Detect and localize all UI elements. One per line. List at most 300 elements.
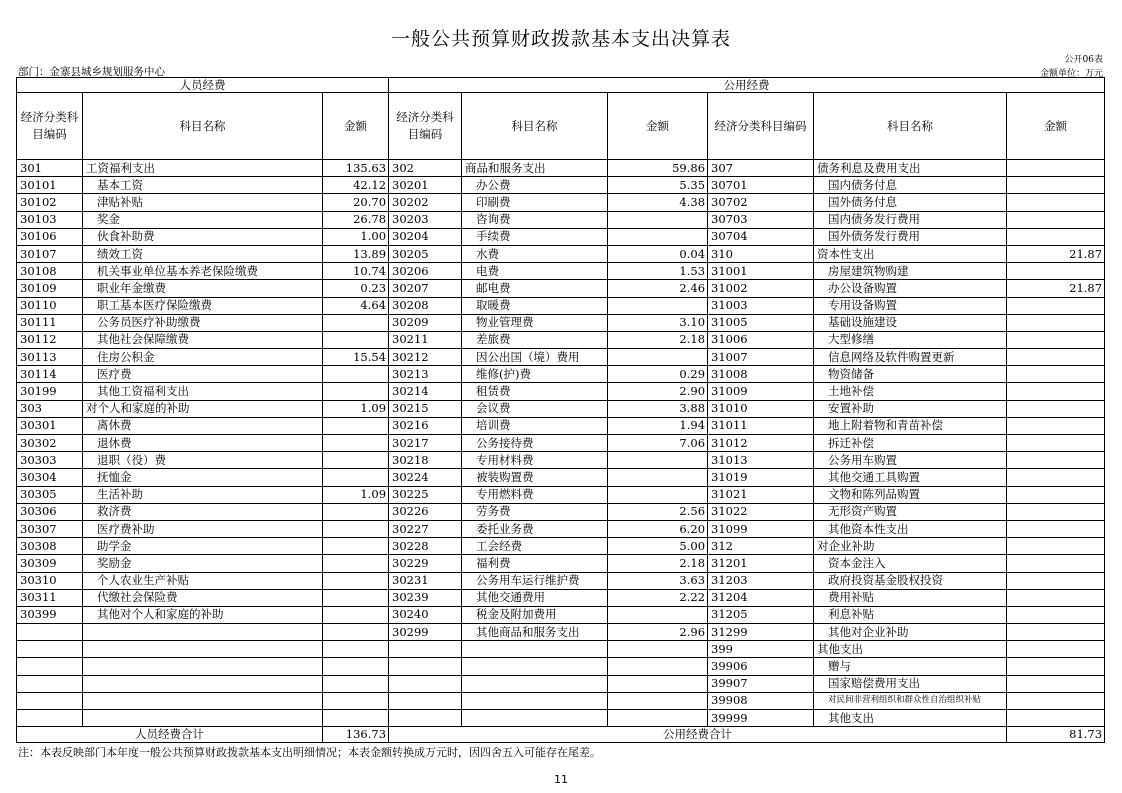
cell-name: 房屋建筑物购建 bbox=[814, 263, 1007, 280]
cell-name: 公务接待费 bbox=[462, 435, 608, 452]
table-row bbox=[17, 452, 1105, 469]
cell-name: 文物和陈列品购置 bbox=[814, 486, 1007, 503]
cell-name: 国内债务发行费用 bbox=[814, 211, 1007, 228]
cell-amount: 2.56 bbox=[608, 503, 708, 520]
cell-code: 302 bbox=[389, 160, 462, 177]
cell-name: 工资福利支出 bbox=[83, 160, 323, 177]
cell-code: 30302 bbox=[17, 435, 83, 452]
cell-amount bbox=[1007, 469, 1105, 486]
cell-amount bbox=[1007, 349, 1105, 366]
cell-name bbox=[83, 624, 323, 641]
cell-name: 职工基本医疗保险缴费 bbox=[83, 297, 323, 314]
cell-amount: 2.46 bbox=[608, 280, 708, 297]
cell-amount: 3.88 bbox=[608, 400, 708, 417]
cell-code: 39907 bbox=[708, 675, 814, 692]
table-row bbox=[17, 710, 1105, 727]
cell-name: 绩效工资 bbox=[83, 245, 323, 262]
cell-name: 拆迁补偿 bbox=[814, 435, 1007, 452]
cell-name: 离休费 bbox=[83, 417, 323, 434]
cell-name: 国家赔偿费用支出 bbox=[814, 675, 1007, 692]
cell-amount: 26.78 bbox=[323, 211, 389, 228]
cell-code: 31013 bbox=[708, 452, 814, 469]
section-public: 公用经费 bbox=[389, 78, 1105, 93]
cell-amount bbox=[1007, 692, 1105, 709]
cell-code bbox=[389, 675, 462, 692]
cell-code: 30309 bbox=[17, 555, 83, 572]
cell-code: 30106 bbox=[17, 228, 83, 245]
cell-name: 债务利息及费用支出 bbox=[814, 160, 1007, 177]
cell-name bbox=[83, 641, 323, 658]
cell-code: 30239 bbox=[389, 589, 462, 606]
cell-amount bbox=[1007, 177, 1105, 194]
cell-code: 30202 bbox=[389, 194, 462, 211]
cell-name: 工会经费 bbox=[462, 538, 608, 555]
table-row bbox=[17, 314, 1105, 331]
cell-code: 30304 bbox=[17, 469, 83, 486]
cell-name: 国内债务付息 bbox=[814, 177, 1007, 194]
cell-name: 电费 bbox=[462, 263, 608, 280]
cell-amount bbox=[608, 297, 708, 314]
cell-amount: 1.09 bbox=[323, 486, 389, 503]
cell-code: 310 bbox=[708, 245, 814, 262]
cell-name: 商品和服务支出 bbox=[462, 160, 608, 177]
cell-code: 30208 bbox=[389, 297, 462, 314]
section-header-row bbox=[17, 78, 1105, 93]
table-row bbox=[17, 641, 1105, 658]
header-code: 经济分类科目编码 bbox=[17, 93, 83, 160]
cell-amount bbox=[1007, 641, 1105, 658]
cell-amount: 1.00 bbox=[323, 228, 389, 245]
cell-amount: 2.22 bbox=[608, 589, 708, 606]
cell-name: 抚恤金 bbox=[83, 469, 323, 486]
cell-name: 医疗费补助 bbox=[83, 520, 323, 537]
cell-amount bbox=[1007, 710, 1105, 727]
cell-amount bbox=[323, 692, 389, 709]
cell-amount bbox=[1007, 314, 1105, 331]
public-total-amount: 81.73 bbox=[1007, 727, 1105, 743]
cell-name: 政府投资基金股权投资 bbox=[814, 572, 1007, 589]
cell-amount bbox=[608, 452, 708, 469]
cell-amount: 4.38 bbox=[608, 194, 708, 211]
cell-code: 30704 bbox=[708, 228, 814, 245]
cell-amount: 10.74 bbox=[323, 263, 389, 280]
cell-code bbox=[389, 692, 462, 709]
header-name: 科目名称 bbox=[814, 93, 1007, 160]
cell-name: 伙食补助费 bbox=[83, 228, 323, 245]
cell-name: 因公出国（境）费用 bbox=[462, 349, 608, 366]
cell-amount: 0.29 bbox=[608, 366, 708, 383]
cell-amount bbox=[1007, 503, 1105, 520]
cell-amount bbox=[1007, 400, 1105, 417]
cell-name: 资本金注入 bbox=[814, 555, 1007, 572]
cell-name: 专用燃料费 bbox=[462, 486, 608, 503]
table-row bbox=[17, 520, 1105, 537]
cell-amount: 2.90 bbox=[608, 383, 708, 400]
cell-amount: 3.10 bbox=[608, 314, 708, 331]
cell-code: 31022 bbox=[708, 503, 814, 520]
cell-code bbox=[17, 624, 83, 641]
cell-name: 其他资本性支出 bbox=[814, 520, 1007, 537]
table-row bbox=[17, 297, 1105, 314]
cell-name: 其他交通工具购置 bbox=[814, 469, 1007, 486]
page-number: 11 bbox=[554, 773, 568, 786]
cell-amount bbox=[323, 314, 389, 331]
cell-code: 30217 bbox=[389, 435, 462, 452]
cell-code: 30228 bbox=[389, 538, 462, 555]
cell-name: 基本工资 bbox=[83, 177, 323, 194]
cell-code: 30229 bbox=[389, 555, 462, 572]
cell-name: 其他对企业补助 bbox=[814, 624, 1007, 641]
cell-code bbox=[17, 641, 83, 658]
table-row bbox=[17, 194, 1105, 211]
cell-amount bbox=[323, 589, 389, 606]
cell-amount bbox=[1007, 263, 1105, 280]
cell-code: 30213 bbox=[389, 366, 462, 383]
cell-amount bbox=[608, 606, 708, 623]
cell-name: 其他社会保障缴费 bbox=[83, 331, 323, 348]
header-amount: 金额 bbox=[323, 93, 389, 160]
cell-name: 奖金 bbox=[83, 211, 323, 228]
cell-name: 其他交通费用 bbox=[462, 589, 608, 606]
cell-amount bbox=[608, 228, 708, 245]
cell-code: 31006 bbox=[708, 331, 814, 348]
cell-code: 30216 bbox=[389, 417, 462, 434]
cell-name: 公务用车购置 bbox=[814, 452, 1007, 469]
cell-code: 307 bbox=[708, 160, 814, 177]
cell-code bbox=[389, 710, 462, 727]
cell-code: 31203 bbox=[708, 572, 814, 589]
cell-code: 39906 bbox=[708, 658, 814, 675]
personnel-total-amount: 136.73 bbox=[323, 727, 389, 743]
department-label: 部门：金寨县城乡规划服务中心 bbox=[18, 66, 165, 78]
cell-amount bbox=[1007, 331, 1105, 348]
cell-code: 30305 bbox=[17, 486, 83, 503]
table-row bbox=[17, 211, 1105, 228]
cell-amount bbox=[1007, 486, 1105, 503]
cell-code: 30702 bbox=[708, 194, 814, 211]
personnel-total-label: 人员经费合计 bbox=[17, 727, 323, 743]
cell-name: 医疗费 bbox=[83, 366, 323, 383]
cell-name: 大型修缮 bbox=[814, 331, 1007, 348]
cell-code: 30211 bbox=[389, 331, 462, 348]
cell-name: 个人农业生产补贴 bbox=[83, 572, 323, 589]
cell-amount: 6.20 bbox=[608, 520, 708, 537]
table-row bbox=[17, 228, 1105, 245]
cell-code: 30108 bbox=[17, 263, 83, 280]
cell-name: 土地补偿 bbox=[814, 383, 1007, 400]
cell-name: 奖励金 bbox=[83, 555, 323, 572]
header-amount: 金额 bbox=[608, 93, 708, 160]
cell-code: 31012 bbox=[708, 435, 814, 452]
cell-name: 其他工资福利支出 bbox=[83, 383, 323, 400]
cell-amount bbox=[1007, 555, 1105, 572]
cell-amount bbox=[323, 469, 389, 486]
cell-amount bbox=[323, 452, 389, 469]
cell-code: 30225 bbox=[389, 486, 462, 503]
cell-amount bbox=[1007, 606, 1105, 623]
cell-code: 30102 bbox=[17, 194, 83, 211]
cell-name: 国外债务付息 bbox=[814, 194, 1007, 211]
cell-code bbox=[17, 710, 83, 727]
cell-code: 30109 bbox=[17, 280, 83, 297]
cell-code: 30204 bbox=[389, 228, 462, 245]
cell-amount: 21.87 bbox=[1007, 245, 1105, 262]
cell-amount bbox=[323, 710, 389, 727]
cell-code: 30399 bbox=[17, 606, 83, 623]
cell-amount: 13.89 bbox=[323, 245, 389, 262]
cell-code: 31011 bbox=[708, 417, 814, 434]
cell-name: 机关事业单位基本养老保险缴费 bbox=[83, 263, 323, 280]
cell-code: 30701 bbox=[708, 177, 814, 194]
cell-amount: 135.63 bbox=[323, 160, 389, 177]
cell-name bbox=[462, 641, 608, 658]
cell-amount: 0.04 bbox=[608, 245, 708, 262]
cell-name: 退职（役）费 bbox=[83, 452, 323, 469]
cell-amount bbox=[1007, 658, 1105, 675]
cell-code: 30215 bbox=[389, 400, 462, 417]
cell-code: 30207 bbox=[389, 280, 462, 297]
cell-amount bbox=[608, 692, 708, 709]
cell-amount bbox=[323, 503, 389, 520]
cell-code: 30110 bbox=[17, 297, 83, 314]
table-row bbox=[17, 400, 1105, 417]
cell-amount bbox=[608, 710, 708, 727]
cell-code: 30103 bbox=[17, 211, 83, 228]
cell-name: 津贴补贴 bbox=[83, 194, 323, 211]
cell-name: 办公费 bbox=[462, 177, 608, 194]
cell-amount: 2.18 bbox=[608, 331, 708, 348]
cell-name: 基础设施建设 bbox=[814, 314, 1007, 331]
cell-code: 31205 bbox=[708, 606, 814, 623]
cell-name: 代缴社会保险费 bbox=[83, 589, 323, 606]
cell-code: 31005 bbox=[708, 314, 814, 331]
cell-code: 31299 bbox=[708, 624, 814, 641]
cell-amount bbox=[323, 675, 389, 692]
page-title: 一般公共预算财政拨款基本支出决算表 bbox=[390, 28, 731, 50]
cell-name: 取暖费 bbox=[462, 297, 608, 314]
cell-code: 30206 bbox=[389, 263, 462, 280]
cell-amount bbox=[1007, 366, 1105, 383]
unit-label: 金额单位：万元 bbox=[1039, 69, 1103, 79]
cell-code: 30227 bbox=[389, 520, 462, 537]
cell-amount: 1.94 bbox=[608, 417, 708, 434]
cell-amount: 21.87 bbox=[1007, 280, 1105, 297]
cell-amount: 1.09 bbox=[323, 400, 389, 417]
cell-amount bbox=[323, 417, 389, 434]
cell-code: 31008 bbox=[708, 366, 814, 383]
cell-name: 其他对个人和家庭的补助 bbox=[83, 606, 323, 623]
cell-code: 301 bbox=[17, 160, 83, 177]
cell-amount bbox=[323, 520, 389, 537]
cell-name: 地上附着物和青苗补偿 bbox=[814, 417, 1007, 434]
cell-name: 委托业务费 bbox=[462, 520, 608, 537]
cell-name bbox=[83, 675, 323, 692]
cell-code: 30199 bbox=[17, 383, 83, 400]
cell-code: 30231 bbox=[389, 572, 462, 589]
cell-code: 30201 bbox=[389, 177, 462, 194]
cell-code: 312 bbox=[708, 538, 814, 555]
cell-name bbox=[462, 675, 608, 692]
cell-code: 30209 bbox=[389, 314, 462, 331]
table-row bbox=[17, 675, 1105, 692]
cell-amount bbox=[323, 572, 389, 589]
cell-name: 福利费 bbox=[462, 555, 608, 572]
cell-name: 职业年金缴费 bbox=[83, 280, 323, 297]
cell-name: 生活补助 bbox=[83, 486, 323, 503]
table-row bbox=[17, 572, 1105, 589]
cell-name: 对个人和家庭的补助 bbox=[83, 400, 323, 417]
public-total-label: 公用经费合计 bbox=[389, 727, 1007, 743]
cell-name: 维修(护)费 bbox=[462, 366, 608, 383]
cell-amount bbox=[323, 658, 389, 675]
cell-code: 31021 bbox=[708, 486, 814, 503]
header-name: 科目名称 bbox=[83, 93, 323, 160]
cell-code: 30306 bbox=[17, 503, 83, 520]
cell-amount bbox=[323, 435, 389, 452]
cell-name bbox=[83, 710, 323, 727]
cell-amount bbox=[1007, 572, 1105, 589]
cell-code: 31007 bbox=[708, 349, 814, 366]
cell-code: 31010 bbox=[708, 400, 814, 417]
cell-amount bbox=[323, 555, 389, 572]
cell-name: 办公设备购置 bbox=[814, 280, 1007, 297]
cell-amount bbox=[1007, 520, 1105, 537]
cell-amount bbox=[608, 349, 708, 366]
cell-name: 信息网络及软件购置更新 bbox=[814, 349, 1007, 366]
cell-code: 30299 bbox=[389, 624, 462, 641]
cell-code: 31019 bbox=[708, 469, 814, 486]
cell-code: 30224 bbox=[389, 469, 462, 486]
cell-amount: 4.64 bbox=[323, 297, 389, 314]
cell-code: 30114 bbox=[17, 366, 83, 383]
cell-amount bbox=[608, 486, 708, 503]
cell-code: 31002 bbox=[708, 280, 814, 297]
cell-name: 培训费 bbox=[462, 417, 608, 434]
table-row bbox=[17, 160, 1105, 177]
header-amount: 金额 bbox=[1007, 93, 1105, 160]
cell-amount bbox=[608, 658, 708, 675]
cell-name: 国外债务发行费用 bbox=[814, 228, 1007, 245]
cell-amount bbox=[323, 641, 389, 658]
column-header-row bbox=[17, 93, 1105, 160]
cell-amount: 2.18 bbox=[608, 555, 708, 572]
cell-amount: 59.86 bbox=[608, 160, 708, 177]
cell-code: 30214 bbox=[389, 383, 462, 400]
table-row bbox=[17, 177, 1105, 194]
cell-amount bbox=[1007, 211, 1105, 228]
cell-code: 30107 bbox=[17, 245, 83, 262]
cell-code: 30205 bbox=[389, 245, 462, 262]
table-row bbox=[17, 486, 1105, 503]
table-row bbox=[17, 383, 1105, 400]
cell-amount: 0.23 bbox=[323, 280, 389, 297]
cell-code: 30212 bbox=[389, 349, 462, 366]
cell-code: 31201 bbox=[708, 555, 814, 572]
cell-name: 资本性支出 bbox=[814, 245, 1007, 262]
cell-code bbox=[389, 641, 462, 658]
cell-name: 其他支出 bbox=[814, 641, 1007, 658]
cell-code: 30240 bbox=[389, 606, 462, 623]
table-row bbox=[17, 555, 1105, 572]
cell-name: 安置补助 bbox=[814, 400, 1007, 417]
cell-code bbox=[389, 658, 462, 675]
cell-name: 对企业补助 bbox=[814, 538, 1007, 555]
cell-name bbox=[83, 692, 323, 709]
cell-amount bbox=[608, 675, 708, 692]
cell-name: 印刷费 bbox=[462, 194, 608, 211]
cell-name bbox=[462, 710, 608, 727]
table-row bbox=[17, 624, 1105, 641]
cell-name: 物资储备 bbox=[814, 366, 1007, 383]
cell-code: 30308 bbox=[17, 538, 83, 555]
cell-amount: 3.63 bbox=[608, 572, 708, 589]
cell-code: 30226 bbox=[389, 503, 462, 520]
cell-amount bbox=[1007, 228, 1105, 245]
cell-amount bbox=[323, 383, 389, 400]
cell-amount: 5.35 bbox=[608, 177, 708, 194]
table-row bbox=[17, 331, 1105, 348]
cell-name: 利息补贴 bbox=[814, 606, 1007, 623]
cell-amount: 7.06 bbox=[608, 435, 708, 452]
table-row bbox=[17, 417, 1105, 434]
cell-code: 30311 bbox=[17, 589, 83, 606]
cell-code: 31099 bbox=[708, 520, 814, 537]
table-row bbox=[17, 692, 1105, 709]
header-code: 经济分类科目编码 bbox=[708, 93, 814, 160]
cell-code: 30113 bbox=[17, 349, 83, 366]
cell-name: 邮电费 bbox=[462, 280, 608, 297]
cell-name: 住房公积金 bbox=[83, 349, 323, 366]
cell-amount bbox=[323, 538, 389, 555]
header-name: 科目名称 bbox=[462, 93, 608, 160]
cell-amount bbox=[1007, 194, 1105, 211]
cell-name: 会议费 bbox=[462, 400, 608, 417]
cell-amount bbox=[323, 624, 389, 641]
cell-code: 39908 bbox=[708, 692, 814, 709]
cell-code: 30301 bbox=[17, 417, 83, 434]
cell-code: 31003 bbox=[708, 297, 814, 314]
cell-amount bbox=[608, 469, 708, 486]
cell-code: 30218 bbox=[389, 452, 462, 469]
totals-row bbox=[17, 727, 1105, 743]
cell-name: 其他商品和服务支出 bbox=[462, 624, 608, 641]
table-row bbox=[17, 658, 1105, 675]
table-row bbox=[17, 538, 1105, 555]
cell-name bbox=[462, 692, 608, 709]
cell-name bbox=[462, 658, 608, 675]
cell-name: 无形资产购置 bbox=[814, 503, 1007, 520]
table-row bbox=[17, 349, 1105, 366]
expenditure-table bbox=[16, 77, 1105, 743]
section-personnel: 人员经费 bbox=[17, 78, 389, 93]
cell-code bbox=[17, 658, 83, 675]
cell-name: 物业管理费 bbox=[462, 314, 608, 331]
cell-code: 30112 bbox=[17, 331, 83, 348]
cell-amount bbox=[323, 331, 389, 348]
table-row bbox=[17, 245, 1105, 262]
table-row bbox=[17, 469, 1105, 486]
footnote: 注：本表反映部门本年度一般公共预算财政拨款基本支出明细情况；本表金额转换成万元时，因四舍五入可能存在尾差。 bbox=[18, 746, 601, 759]
cell-amount bbox=[1007, 297, 1105, 314]
cell-code: 30703 bbox=[708, 211, 814, 228]
table-row bbox=[17, 263, 1105, 280]
table-row bbox=[17, 589, 1105, 606]
cell-name: 专用材料费 bbox=[462, 452, 608, 469]
cell-code: 30303 bbox=[17, 452, 83, 469]
cell-name: 税金及附加费用 bbox=[462, 606, 608, 623]
cell-amount bbox=[1007, 160, 1105, 177]
cell-amount bbox=[1007, 538, 1105, 555]
